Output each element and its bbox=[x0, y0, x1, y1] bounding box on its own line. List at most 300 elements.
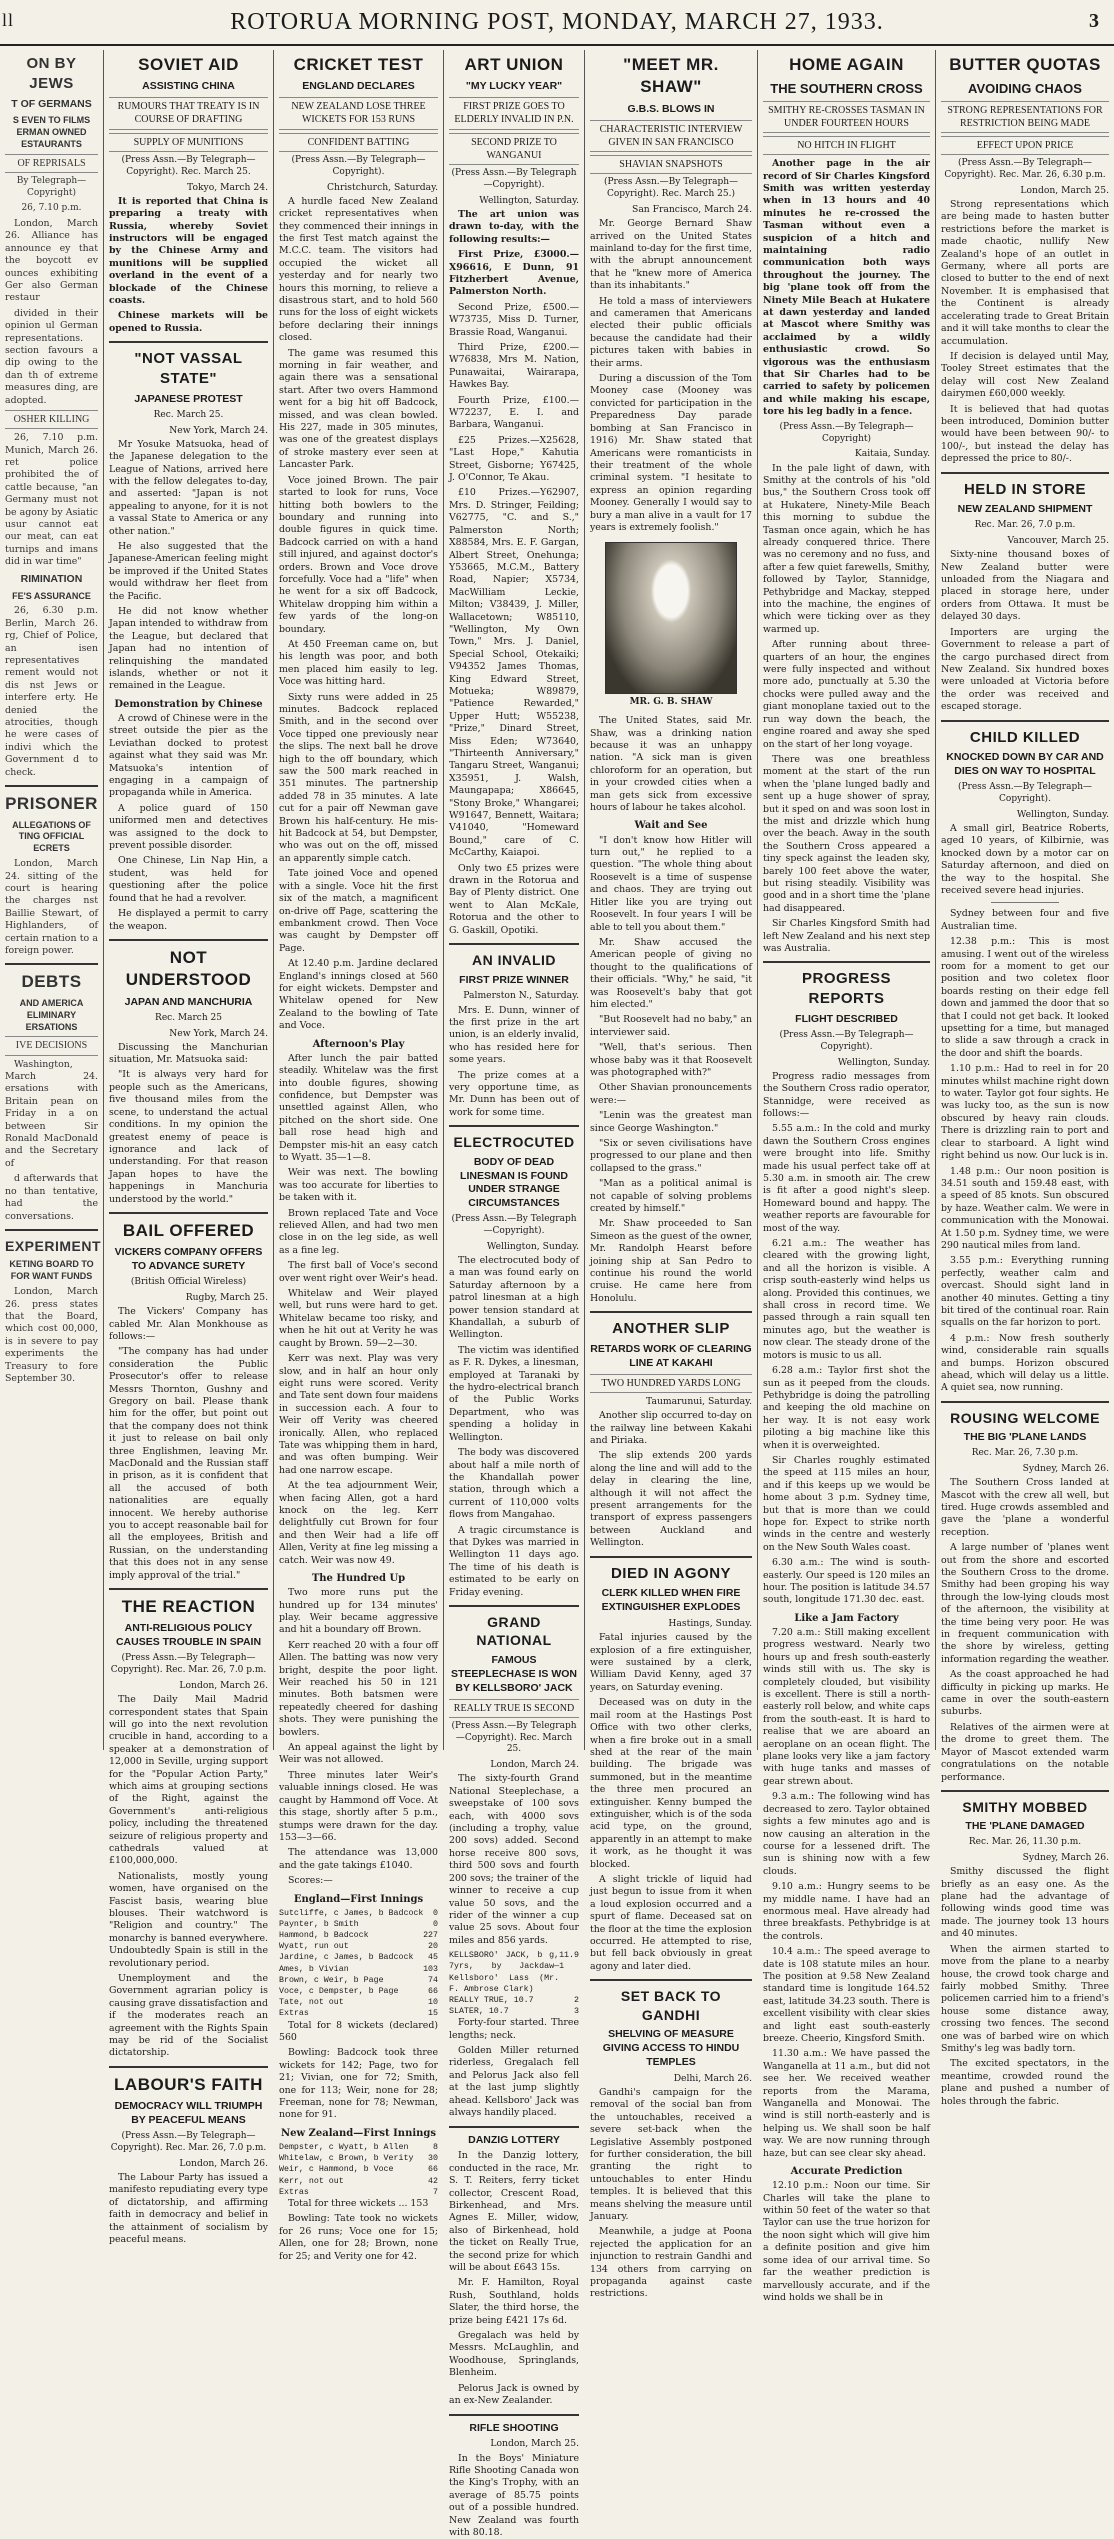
paragraph: 26, 6.30 p.m. Berlin, March 26. rg, Chief of Police, an isen representatives rement would not dis nst Jews or interfere erty. He denied the atrocities, though he were cases of indivi which the Government d to check. bbox=[5, 605, 98, 779]
paragraph: "The company has had under consideration the Public Prosecutor's offer to release Messrs Thornton, Gushny and Gregory on bail. Please thank him for the offer, but point out that the company does not think it just to release on bail only three Englishmen, leaving Mr. MacDonald and the Russian staff in prison, as it is confident that all the accused of both nationalities are equally innocent. We hereby authorise you to accept reasonable bail for all the employees, British and Russian, on the understanding that this does not in any sense imply approval of the trial." bbox=[109, 1346, 268, 1582]
subheadline: RIFLE SHOOTING bbox=[449, 2422, 579, 2436]
headline: BAIL OFFERED bbox=[109, 1220, 268, 1242]
headline: ROUSING WELCOME bbox=[941, 1409, 1109, 1427]
paragraph: The electrocuted body of a man was found early on Saturday afternoon by a patrol linesman at a high power tension standard at Khandallah, a suburb of Wellington. bbox=[449, 1255, 579, 1342]
paragraph: 5.55 a.m.: In the cold and murky dawn the Southern Cross engines were brought into life. Smithy made his usual perfect take off at 5.30 a.m. in smooth air. The crew is fit after a good night's sleep. Homeward bound and happy. The weather reports are favourable for most of the way. bbox=[763, 1123, 930, 1235]
score-name: Voce, c Dempster, b Page bbox=[279, 1986, 399, 1997]
score-row bbox=[279, 2153, 438, 2164]
divider bbox=[449, 1125, 579, 1127]
credit: (Press Assn.—By Telegraph—Copyright). bbox=[449, 168, 579, 192]
credit: Rec. March 25 bbox=[109, 1013, 268, 1025]
score-name: Whitelaw, c Brown, b Verity bbox=[279, 2153, 413, 2164]
dateline-place: Sydney, March 26. bbox=[941, 1463, 1109, 1475]
paragraph: After lunch the pair batted steadily. Whitelaw was the first into double figures, showing confidence, but Dempster was unsettled against Allen, who pitched on the short side. One ball rose head high and Dempster mis-hit an easy catch to Wyatt. 35—1—8. bbox=[279, 1053, 438, 1165]
paragraph: The attendance was 13,000 and the gate takings £1040. bbox=[279, 1847, 438, 1872]
deck: ALLEGATIONS OF TING OFFICIAL ECRETS bbox=[5, 820, 98, 856]
score-runs: 103 bbox=[423, 1964, 438, 1975]
paragraph: At the tea adjournment Weir, when facing Allen, got a hard knock on the leg. Kerr delightfully cut Brown for four and then Weir had a life off Allen, Verity at fine leg missing a catch. Weir was now 49. bbox=[279, 1480, 438, 1567]
paragraph: 1.48 p.m.: Our noon position is 34.51 south and 159.48 east, with a speed of 85 knots. Sun obscured by haze. Weather calm. We were in communication with the Monowai. At 1.50 p.m. Sydney time, we were 290 nautical miles from land. bbox=[941, 1166, 1109, 1253]
credit: (Press Assn.—By Telegraph—Copyright). Rec. March 25. bbox=[449, 1721, 579, 1757]
headline: SOVIET AID bbox=[109, 54, 268, 76]
paragraph: The excited spectators, in the meantime, crowded round the plane and pushed a number of holes through the fabric. bbox=[941, 2058, 1109, 2108]
paragraph: Voce joined Brown. The pair started to look for runs, Voce hitting both bowlers to the boundary and running into double figures in quick time. Badcock carried on with a hand still injured, and against doctor's orders. Brown and Voce drove forcefully. Voce had a "life" when he went for a six off Badcock, Whitelaw dropping him within a few yards of the long-on boundary. bbox=[279, 475, 438, 636]
headline: AN INVALID bbox=[449, 951, 579, 969]
deck: EFFECT UPON PRICE bbox=[941, 136, 1109, 155]
subheadline: VICKERS COMPANY OFFERS TO ADVANCE SURETY bbox=[109, 1246, 268, 1274]
paragraph: Discussing the Manchurian situation, Mr. Matsuoka said: bbox=[109, 1042, 268, 1067]
paragraph: London, March 26. Alliance has announce ey that the boycott ev ounces exhibiting Ger also German restaur bbox=[5, 218, 98, 305]
subheadline: ANTI-RELIGIOUS POLICY CAUSES TROUBLE IN SPAIN bbox=[109, 1622, 268, 1650]
paragraph: 11.30 a.m.: We have passed the Wanganella at 11 a.m., but did not see her. We received weather reports from the Marama, Wanganella and Monowai. The wind is still north-easterly and is helping us. We shall soon be half way. We are now running through haze, but can see clear sky ahead. bbox=[763, 2048, 930, 2160]
paragraph: Fatal injuries caused by the explosion of a fire extinguisher, were sustained by a clerk, William David Kenny, aged 37 years, on Saturday evening. bbox=[590, 1632, 752, 1694]
dateline-place: Hastings, Sunday. bbox=[590, 1618, 752, 1630]
column-3 bbox=[444, 50, 585, 1750]
score-runs: 66 bbox=[428, 1986, 438, 1997]
score-row bbox=[449, 1995, 579, 2006]
scorecard-total: Total for three wickets ... 153 bbox=[279, 2198, 438, 2210]
headline: HELD IN STORE bbox=[941, 480, 1109, 500]
deck: OSHER KILLING bbox=[5, 410, 98, 429]
paragraph: He did not know whether Japan intended to withdraw from the League, but declared that Japan had no intention of relinquishing the mandated islands, whether or not it remained in the League. bbox=[109, 606, 268, 693]
divider bbox=[941, 472, 1109, 474]
paragraph: At 450 Freeman came on, but his length was poor, and both men placed him easily to leg. Voce was hitting hard. bbox=[279, 639, 438, 689]
score-runs: 0 bbox=[433, 1919, 438, 1930]
deck: TWO HUNDRED YARDS LONG bbox=[590, 1374, 752, 1393]
paragraph: Sir Charles Kingsford Smith had left New Zealand and his next step was Australia. bbox=[763, 918, 930, 955]
paragraph: "It is always very hard for people such as the Americans, five thousand miles from the scene, to understand the actual conditions. In my opinion the greatest enemy of peace is ignorance and lack of understanding. For that reason Japan hopes to have the happenings in Manchuria understood by the world." bbox=[109, 1069, 268, 1205]
paragraph: Kerr was next. Play was very slow, and in half an hour only eight runs were scored. Verity and Tate sent down four maidens in succession each. A four to Weir off Verity was cheered ironically. Allen, who replaced Tate was whipping them in hard, and was often bumping. Weir had one narrow escape. bbox=[279, 1353, 438, 1477]
deck: RUMOURS THAT TREATY IS IN COURSE OF DRAFTING bbox=[109, 97, 268, 129]
score-name: Wyatt, run out bbox=[279, 1941, 349, 1952]
deck: CHARACTERISTIC INTERVIEW GIVEN IN SAN FRANCISCO bbox=[590, 120, 752, 152]
divider bbox=[590, 1979, 752, 1981]
paragraph: Meanwhile, a judge at Poona rejected the application for an injunction to restrain Gandhi and 134 others from carrying on propaganda against caste restrictions. bbox=[590, 2226, 752, 2300]
paragraph: After running about three-quarters of an hour, the engines were fully inspected and without more ado, punctually at 5.30 the chocks were pulled away and the giant monoplane taxied out to the run way down the beach, the engine roared and away she sped on the start of her long voyage. bbox=[763, 639, 930, 751]
paragraph: In the pale light of dawn, with Smithy at the controls of his "old bus," the Southern Cross took off at Hukatere, Ninety-Mile Beach this morning to subdue the Tasman once again, which he has already conquered thrice. There was no ceremony and no fuss, and after a few quiet farewells, Smithy, followed by Taylor, Stannidge, Pethybridge and Mackay, stepped into the machine, the engines of which were ticking over as they warmed up. bbox=[763, 463, 930, 637]
score-name: Paynter, b Smith bbox=[279, 1919, 359, 1930]
scorecard-bowling: Bowling: Tate took no wickets for 26 runs; Voce one for 15; Allen, one for 28; Brown, none for 25; and Verity one for 42. bbox=[279, 2213, 438, 2263]
dateline-place: Wellington, Sunday. bbox=[941, 809, 1109, 821]
paragraph: "Six or seven civilisations have progressed to our plane and then collapsed to the grass." bbox=[590, 1138, 752, 1175]
subheadline: THE 'PLANE DAMAGED bbox=[941, 1820, 1109, 1834]
column-2 bbox=[274, 50, 444, 1750]
score-row bbox=[279, 2008, 438, 2019]
scorecard-new-zealand bbox=[279, 2142, 438, 2198]
column-0 bbox=[0, 50, 104, 1750]
paragraph: "Man as a political animal is not capable of solving problems created by himself." bbox=[590, 1178, 752, 1215]
credit: (Press Assn.—By Telegraph—Copyright). Rec. March 25. bbox=[109, 155, 268, 179]
credit: 26, 7.10 p.m. bbox=[5, 203, 98, 215]
divider bbox=[941, 1401, 1109, 1403]
divider bbox=[590, 1556, 752, 1558]
paragraph: Washington, March 24. ersations with Britain pean on Friday in a on between Sir Ronald MacDonald and the Secretary of bbox=[5, 1059, 98, 1171]
paragraph: It is believed that had quotas been introduced, Dominion butter would have been between 90/- to 100/-, but instead the delay has depressed the price to 80/-. bbox=[941, 404, 1109, 466]
section-subhead: Afternoon's Play bbox=[279, 1038, 438, 1051]
paragraph: 6.30 a.m.: The wind is south-easterly. Our speed is 120 miles an hour. The position is latitude 34.57 south, longitude 171.30 dec. east. bbox=[763, 1557, 930, 1607]
scores-label: Scores:— bbox=[279, 1875, 438, 1887]
paragraph: Importers are urging the Government to release a part of the cargo purchased direct from New Zealand. Six hundred boxes were unloaded at Victoria before the order was received and escaped storage. bbox=[941, 627, 1109, 714]
score-row bbox=[279, 2142, 438, 2153]
score-runs: 15 bbox=[428, 2008, 438, 2019]
paragraph: Weir was next. The bowling was too accurate for liberties to be taken with it. bbox=[279, 1167, 438, 1204]
paragraph: One Chinese, Lin Nap Hin, a student, was held for questioning after the police found that he had a revolver. bbox=[109, 855, 268, 905]
paragraph: 12.10 p.m.: Noon our time. Sir Charles will take the plane to within 50 feet of the water so that Taylor can use the true horizon for the noon sight which will give him a definite position and give him some idea of our arrival time. So far the weather prediction is marvellously accurate, and if the wind holds we shall be in bbox=[763, 2180, 930, 2304]
paragraph: "Well, that's serious. Then whose baby was it that Roosevelt was photographed with?" bbox=[590, 1042, 752, 1079]
paragraph: The Daily Mail Madrid correspondent states that Spain will go into the next revolution crucible in hand, according to a speaker at a demonstration of 12,000 in Seville, urging support for the "Popular Action Party," which aims at grouping sections of the Right, against the Government's anti-religious policy, including the threatened seizure of religious property and cathedrals valued at £100,000,000. bbox=[109, 1694, 268, 1868]
score-name: Extras bbox=[279, 2187, 309, 2198]
headline: THE REACTION bbox=[109, 1596, 268, 1618]
page-number: 3 bbox=[1089, 10, 1100, 33]
photo-caption: MR. G. B. SHAW bbox=[590, 697, 752, 709]
paragraph: 9.10 a.m.: Hungry seems to be my middle name. I have had an enormous meal. Have already had three breakfasts. Pethybridge is at the controls. bbox=[763, 1881, 930, 1943]
dateline-place: London, March 25. bbox=[449, 2438, 579, 2450]
newspaper-title: ROTORUA MORNING POST, MONDAY, MARCH 27, 1933. bbox=[230, 9, 884, 36]
score-name: Sutcliffe, c James, b Badcock bbox=[279, 1908, 423, 1919]
paragraph: Mr. Shaw proceeded to San Simeon as the guest of the owner, Mr. Randolph Hearst before joining ship at San Pedro to continue his round the world cruise. He came here from Honolulu. bbox=[590, 1218, 752, 1305]
score-name: Hammond, b Badcock bbox=[279, 1930, 369, 1941]
paragraph: Gregalach was held by Messrs. McLaughlin, and Woodhouse, Springlands, Blenheim. bbox=[449, 2330, 579, 2380]
score-row bbox=[279, 1964, 438, 1975]
headline: PRISONER bbox=[5, 793, 98, 815]
subheadline: DEMOCRACY WILL TRIUMPH BY PEACEFUL MEANS bbox=[109, 2100, 268, 2128]
divider bbox=[941, 1790, 1109, 1792]
paragraph: Whitelaw and Weir played well, but runs were hard to get. Whitelaw became too risky, and when he hit out at Verity he was caught by Brown. 59—2—30. bbox=[279, 1288, 438, 1350]
credit: (Press Assn.—By Telegraph—Copyright). bbox=[941, 782, 1109, 806]
paragraph: Kerr reached 20 with a four off Allen. The batting was now very bright, despite the poor light. Weir reached his 50 in 121 minutes. Both batsmen were repeatedly cheered for dashing shots. They were punishing the bowlers. bbox=[279, 1640, 438, 1739]
paragraph: Mr. F. Hamilton, Royal Rush, Southland, holds Slater, the third horse, the prize being £421 17s 6d. bbox=[449, 2277, 579, 2327]
headline: HOME AGAIN bbox=[763, 54, 930, 76]
paragraph: When the airmen started to move from the plane to a nearby house, the crowd took charge and fairly mobbed Smithy. Three policemen carried him to a friend's house some distance away, crossing two fences. The second one was of barbed wire on which Smithy's leg was badly torn. bbox=[941, 1944, 1109, 2056]
paragraph: In the Boys' Miniature Rifle Shooting Canada won the King's Trophy, with an average of 85.75 points out of a possible hundred. New Zealand was fourth with 80.18. bbox=[449, 2453, 579, 2539]
subheadline: RIMINATION bbox=[5, 573, 98, 587]
paragraph: Three minutes later Weir's valuable innings closed. He was caught by Hammond off Voce. At this stage, shortly after 5 p.m., stumps were drawn for the day. 153—3—66. bbox=[279, 1770, 438, 1844]
paragraph: The victim was identified as F. R. Dykes, a linesman, employed at Taranaki by the hydro-electrical branch of the Public Works Department, who was spending a holiday in Wellington. bbox=[449, 1345, 579, 1444]
deck: STRONG REPRESENTATIONS FOR RESTRICTION BEING MADE bbox=[941, 101, 1109, 133]
masthead-edge: ll bbox=[2, 10, 14, 31]
paragraph: 9.3 a.m.: The following wind has decreased to zero. Taylor obtained sights a few minutes ago and is now causing an alteration in the course for a lessened drift. The sun is shining now with a few clouds. bbox=[763, 1791, 930, 1878]
subheadline: BODY OF DEAD LINESMAN IS FOUND UNDER STRANGE CIRCUMSTANCES bbox=[449, 1156, 579, 1211]
headline: DEBTS bbox=[5, 971, 98, 993]
divider bbox=[109, 1212, 268, 1214]
score-runs: 10 bbox=[428, 1997, 438, 2008]
paragraph: Progress radio messages from the Southern Cross radio operator, Stannidge, were received as follows:— bbox=[763, 1071, 930, 1121]
paragraph: London, March 24. sitting of the court is hearing the charges nst Baillie Stewart, of Highlanders, of certain rnation to a foreign power. bbox=[5, 858, 98, 957]
section-subhead: Demonstration by Chinese bbox=[109, 698, 268, 711]
divider bbox=[5, 785, 98, 787]
deck: FE'S ASSURANCE bbox=[5, 591, 98, 603]
paragraph: There was one breathless moment at the start of the run when the 'plane lunged badly and sent up a huge shower of spray, but it sped on and was soon lost in the mist and drizzle which hung over the beach. Away in the south the Southern Cross appeared a tiny speck against the leaden sky, barely 100 feet above the water, but rising steadily. Visibility was good and in a short time the 'plane had disappeared. bbox=[763, 754, 930, 915]
divider bbox=[763, 961, 930, 963]
scorecard-heading: England—First Innings bbox=[279, 1893, 438, 1906]
deck: CONFIDENT BATTING bbox=[279, 133, 438, 152]
paragraph: Fourth Prize, £100.—W72237, E. I. and Barbara, Wanganui. bbox=[449, 395, 579, 432]
paragraph: It is reported that China is preparing a treaty with Russia, whereby Soviet instructors will be engaged by the Chinese Army and munitions will be supplied overland in the event of a blockade of the Chinese coasts. bbox=[109, 196, 268, 308]
score-row bbox=[279, 1975, 438, 1986]
divider bbox=[449, 943, 579, 945]
dateline-place: Wellington, Saturday. bbox=[449, 195, 579, 207]
scorecard-heading: New Zealand—First Innings bbox=[279, 2127, 438, 2140]
divider bbox=[5, 1229, 98, 1231]
dateline-place: Christchurch, Saturday. bbox=[279, 182, 438, 194]
paragraph: Only two £5 prizes were drawn in the Rotorua and Bay of Plenty district. One went to Alan McKale, Rotorua and the other to G. Gaskill, Opotiki. bbox=[449, 863, 579, 937]
paragraph: A small girl, Beatrice Roberts, aged 10 years, of Kilbirnie, was knocked down by a motor car on Saturday afternoon, and died on the way to the hospital. She received severe head injuries. bbox=[941, 823, 1109, 897]
paragraph: Relatives of the airmen were at the drome to greet them. The Mayor of Mascot extended warm congratulations on the notable performance. bbox=[941, 1722, 1109, 1784]
score-row bbox=[279, 1941, 438, 1952]
paragraph: The art union was drawn to-day, with the following results:— bbox=[449, 209, 579, 246]
score-runs: 11.9 1 bbox=[559, 1950, 579, 1995]
paragraph: £25 Prizes.—X25628, "Last Hope," Kahutia Street, Gisborne; Y67425, J. O'Connor, Te Akau. bbox=[449, 435, 579, 485]
paragraph: "But Roosevelt had no baby," an interviewer said. bbox=[590, 1014, 752, 1039]
score-row bbox=[279, 2176, 438, 2187]
paragraph: A crowd of Chinese were in the street outside the pier as the Leviathan docked to protest against what they said was Mr. Matsuoka's intention of engaging in a campaign of propaganda while in America. bbox=[109, 713, 268, 800]
deck: REALLY TRUE IS SECOND bbox=[449, 1699, 579, 1718]
headline: BUTTER QUOTAS bbox=[941, 54, 1109, 76]
paragraph: Mr Yosuke Matsuoka, head of the Japanese delegation to the League of Nations, arrived here with the fellow delegates to-day, and asserted: "Japan is not appealing to anyone, for it is not a vassal State to America or any other nation." bbox=[109, 439, 268, 538]
divider bbox=[991, 902, 1058, 903]
score-runs: 3 bbox=[574, 2006, 579, 2017]
dateline-place: Delhi, March 26. bbox=[590, 2073, 752, 2085]
score-row bbox=[279, 2164, 438, 2175]
deck: NO HITCH IN FLIGHT bbox=[763, 136, 930, 155]
column-5 bbox=[758, 50, 936, 1750]
paragraph: A hurdle faced New Zealand cricket representatives when they commenced their innings in the first Test match against the M.C.C. team. The visitors had occupied the wicket all yesterday and for nearly two hours this morning, to relieve a disastrous start, and to hold 560 runs for the loss of eight wickets before declaring their innings closed. bbox=[279, 196, 438, 345]
paragraph: He also suggested that the Japanese-American feeling might be improved if the United States would withdraw her fleet from the Pacific. bbox=[109, 541, 268, 603]
paragraph: A large number of 'planes went out from the shore and escorted the Southern Cross to the drome. Smithy had been groping his way through the low-lying clouds most of the afternoon, the visibility at the time being very poor. He was in frequent communication with the shore by wireless, getting information regarding the weather. bbox=[941, 1542, 1109, 1666]
headline: ON BY JEWS bbox=[5, 54, 98, 94]
divider bbox=[449, 2126, 579, 2128]
headline: CHILD KILLED bbox=[941, 728, 1109, 748]
subheadline: G.B.S. BLOWS IN bbox=[590, 103, 752, 117]
paragraph: The Southern Cross landed at Mascot with the crew all well, but tired. Huge crowds assembled and gave the 'plane a wonderful reception. bbox=[941, 1477, 1109, 1539]
paragraph: Sydney between four and five Australian time. bbox=[941, 908, 1109, 933]
headline: SET BACK TO GANDHI bbox=[590, 1987, 752, 2024]
headline: PROGRESS REPORTS bbox=[763, 969, 930, 1009]
paragraph: 6.21 a.m.: The weather has cleared with the growing light, and all the horizon is visible. A crisp south-easterly wind helps us along. Provided this continues, we shall cross in record time. We passed through a rain squall ten minutes ago, but the weather is now clear. The steady drone of the motors is music to us all. bbox=[763, 1238, 930, 1362]
paragraph: Two more runs put the hundred up for 134 minutes' play. Weir became aggressive and hit a boundary off Brown. bbox=[279, 1587, 438, 1637]
dateline-place: Wellington, Sunday. bbox=[763, 1057, 930, 1069]
paragraph: "Lenin was the greatest man since George Washington." bbox=[590, 1110, 752, 1135]
paragraph: Brown replaced Tate and Voce relieved Allen, and had two men close in on the leg side, as well as a fine leg. bbox=[279, 1208, 438, 1258]
dateline-place: London, March 26. bbox=[109, 1680, 268, 1692]
credit: (Press Assn.—By Telegraph—Copyright) bbox=[763, 422, 930, 446]
paragraph: The prize comes at a very opportune time, as Mr. Dunn has been out of work for some time. bbox=[449, 1070, 579, 1120]
paragraph: An appeal against the light by Weir was not allowed. bbox=[279, 1742, 438, 1767]
column-6 bbox=[936, 50, 1114, 1750]
column-4 bbox=[585, 50, 758, 1750]
headline: NOT UNDERSTOOD bbox=[109, 947, 268, 992]
paragraph: 12.38 p.m.: This is most amusing. I went out of the wireless room for a moment to get our position and two coletex floor boards resting on their edge fell down and jammed the door that so that I could not get back. It looked upsetting for a time, but managed to slide a saw through a crack in the door and shift the boards. bbox=[941, 936, 1109, 1060]
subheadline: AVOIDING CHAOS bbox=[941, 80, 1109, 97]
paragraph: The Vickers' Company has cabled Mr. Alan Monkhouse as follows:— bbox=[109, 1306, 268, 1343]
subheadline: DANZIG LOTTERY bbox=[449, 2134, 579, 2148]
divider bbox=[109, 341, 268, 343]
paragraph: Smithy discussed the flight briefly as an easy one. As the plane had the advantage of following winds good time was made. The journey took 13 hours and 40 minutes. bbox=[941, 1866, 1109, 1940]
score-name: Jardine, c James, b Badcock bbox=[279, 1952, 413, 1963]
section-subhead: The Hundred Up bbox=[279, 1572, 438, 1585]
paragraph: Mr. Shaw accused the American people of giving no thought to the qualifications of their officials. "Why," he said, "it was Roosevelt's baby that got him elected." bbox=[590, 937, 752, 1011]
score-runs: 0 bbox=[433, 1908, 438, 1919]
paragraph: Unemployment and the Government agrarian policy is causing grave dissatisfaction and if the moderates reach an agreement with the Rights Spain may be rid of the Socialist dictatorship. bbox=[109, 1973, 268, 2060]
subheadline: ENGLAND DECLARES bbox=[279, 80, 438, 94]
score-row bbox=[279, 1952, 438, 1963]
section-subhead: Like a Jam Factory bbox=[763, 1612, 930, 1625]
paragraph: He displayed a permit to carry the weapon. bbox=[109, 908, 268, 933]
credit: (Press Assn.—By Telegraph—Copyright). Rec. March 25.) bbox=[590, 177, 752, 201]
score-row bbox=[279, 1997, 438, 2008]
subheadline: "MY LUCKY YEAR" bbox=[449, 80, 579, 94]
score-name: Tate, not out bbox=[279, 1997, 344, 2008]
paragraph: Chinese markets will be opened to Russia. bbox=[109, 310, 268, 335]
paragraph: 6.28 a.m.: Taylor first shot the sun as it peeped from the clouds. Pethybridge is doing the patrolling and keeping the old machine on her way. It is not easy work piloting a big machine like this when it is overweighted. bbox=[763, 1365, 930, 1452]
subheadline: SHELVING OF MEASURE GIVING ACCESS TO HINDU TEMPLES bbox=[590, 2028, 752, 2070]
paragraph: d afterwards that no than tentative, had the conversations. bbox=[5, 1173, 98, 1223]
headline: DIED IN AGONY bbox=[590, 1564, 752, 1584]
headline: ANOTHER SLIP bbox=[590, 1319, 752, 1339]
score-runs: 42 bbox=[428, 2176, 438, 2187]
subheadline: RETARDS WORK OF CLEARING LINE AT KAKAHI bbox=[590, 1343, 752, 1371]
paragraph: Forty-four started. Three lengths; neck. bbox=[449, 2017, 579, 2042]
dateline-place: London, March 24. bbox=[449, 1759, 579, 1771]
score-runs: 2 bbox=[574, 1995, 579, 2006]
paragraph: A tragic circumstance is that Dykes was married in Wellington 11 days ago. The time of his death is estimated to be early on Friday evening. bbox=[449, 1525, 579, 1599]
score-name: Extras bbox=[279, 2008, 309, 2019]
divider bbox=[109, 1588, 268, 1590]
dateline-place: Tokyo, March 24. bbox=[109, 182, 268, 194]
paragraph: First Prize, £3000.—X96616, E Dunn, 91 Fitzherbert Avenue, Palmerston North. bbox=[449, 249, 579, 299]
paragraph: Deceased was on duty in the mail room at the Hastings Post Office with two other clerks, when a fire broke out in a small shed at the rear of the main building. The brigade was summoned, but in the meantime the three men procured an extinguisher. Kenny bumped the extinguisher, which is of the soda acid type, on the ground, apparently in an attempt to make it work, as he thought it was blocked. bbox=[590, 1697, 752, 1871]
paragraph: Third Prize, £200.—W76838, Mrs M. Nation, Punawaitai, Wairarapa, Hawkes Bay. bbox=[449, 342, 579, 392]
paragraph: Second Prize, £500.—W73735, Miss D. Turner, Brassie Road, Wanganui. bbox=[449, 302, 579, 339]
divider bbox=[449, 2414, 579, 2416]
paragraph: Gandhi's campaign for the removal of the social ban from the untouchables, received a severe set-back when the Legislative Assembly postponed for further consideration, the bill granting the right to untouchables to enter Hindu temples. It is believed that this means shelving the measure until January. bbox=[590, 2087, 752, 2223]
scorecard-bowling: Bowling: Badcock took three wickets for 142; Page, two for 21; Vivian, one for 72; Smith, one for 113; Weir, none for 28; Freeman, none for 78; Newman, none for 91. bbox=[279, 2047, 438, 2121]
scorecard-total: Total for 8 wickets (declared) 560 bbox=[279, 2020, 438, 2045]
dateline-place: Vancouver, March 25. bbox=[941, 535, 1109, 547]
paragraph: 1.10 p.m.: Had to reel in for 20 minutes whilst machine right down to water. Taylor got four sights. He was lucky too, as the sun is now obscured by heavy rain clouds. There is drizzling rain to port and clear to starboard. A light wind right behind us now. Our luck is in. bbox=[941, 1063, 1109, 1162]
paragraph: "I don't know how Hitler will turn out," he replied to a question. "The whole thing about Roosevelt is a time of suspense and chaos. They are trying out Hitler like you are trying out Roosevelt. In four years I will be able to tell you about them." bbox=[590, 835, 752, 934]
score-name: Ames, b Vivian bbox=[279, 1964, 349, 1975]
paragraph: In the Danzig lottery, conducted in the race, Mr. S. T. Reiters, ferry ticket collector, Crescent Road, Birkenhead, and Mrs. Agnes E. Miller, widow, also of Birkenhead, hold the ticket on Really True, the second prize for which will be about £643 15s. bbox=[449, 2150, 579, 2274]
portrait-photo bbox=[605, 542, 737, 694]
score-name: Brown, c Weir, b Page bbox=[279, 1975, 384, 1986]
score-name: Dempster, c Wyatt, b Allen bbox=[279, 2142, 408, 2153]
paragraph: £10 Prizes.—Y62907, Mrs. D. Stringer, Feilding; V62775, "C. and S.," Palmerston North; X88584, Mrs. E. F. Gargan, Albert Street, Onehunga; Y53665, M.C.M., Battery Road, Napier; X5734, MacWilliam Leckie, Milton; V38439, J. Miller, Wallacetown; W85110, "Wellington, My Own Town," Mrs. J. Daniel, Special School, Otekaiki; V94352 James Thomas, King Edward Street, Motueka; W89879, "Patience Rewarded," Upper Hutt; W55238, "Prize," Dinard Street, Miss Eden; W73640, "Thirteenth Anniversary," Tangaru Street, Wanganui; X35951, J. Walsh, Maungapapa; X86645, "Stony Broke," Whangarei; W91647, Bennett, Waitara; V41040, "Homeward Bound," care of C. McCarthy, Kaiapoi. bbox=[449, 487, 579, 859]
paragraph: 26, 7.10 p.m. Munich, March 26. ret police prohibited the of cattle because, "an Germany must not be agony by Asiatic usur cannot eat our meat, can eat turnips and imans did in war time" bbox=[5, 432, 98, 568]
score-name: REALLY TRUE, 10.7 bbox=[449, 1995, 534, 2006]
subheadline: CLERK KILLED WHEN FIRE EXTINGUISHER EXPLODES bbox=[590, 1587, 752, 1615]
score-runs: 74 bbox=[428, 1975, 438, 1986]
score-name: SLATER, 10.7 bbox=[449, 2006, 509, 2017]
paragraph: The first ball of Voce's second over went right over Weir's head. bbox=[279, 1260, 438, 1285]
dateline-place: Sydney, March 26. bbox=[941, 1852, 1109, 1864]
paragraph: A police guard of 150 uniformed men and detectives was assigned to the dock to prevent possible disorder. bbox=[109, 803, 268, 853]
dateline-place: Palmerston N., Saturday. bbox=[449, 990, 579, 1002]
paragraph: He told a mass of interviewers and cameramen that Americans elected their public officials because the candidate had their pictures taken with babies in their arms. bbox=[590, 296, 752, 370]
dateline-place: Taumarunui, Saturday. bbox=[590, 1396, 752, 1408]
dateline-place: London, March 25. bbox=[941, 185, 1109, 197]
headline: ART UNION bbox=[449, 54, 579, 76]
credit: (Press Assn.—By Telegraph—Copyright). bbox=[763, 1030, 930, 1054]
dateline-place: San Francisco, March 24. bbox=[590, 204, 752, 216]
paragraph: The sixty-fourth Grand National Steeplechase, a sweepstake of 100 sovs each, with 4000 sovs (including a trophy, value 200 sovs) added. Second horse receive 800 sovs, third 500 sovs and fourth 200 sovs; the trainer of the winner to receive a cup value 50 sovs, and the rider of the winner a cup value 25 sovs. About four miles and 856 yards. bbox=[449, 1773, 579, 1947]
subheadline: JAPAN AND MANCHURIA bbox=[109, 996, 268, 1010]
subheadline: FLIGHT DESCRIBED bbox=[763, 1013, 930, 1027]
deck: NEW ZEALAND LOSE THREE WICKETS FOR 153 RUNS bbox=[279, 97, 438, 129]
paragraph: Another slip occurred to-day on the railway line between Kakahi and Piriaka. bbox=[590, 1410, 752, 1447]
score-runs: 45 bbox=[428, 1952, 438, 1963]
subheadline: JAPANESE PROTEST bbox=[109, 393, 268, 407]
headline: "NOT VASSAL STATE" bbox=[109, 349, 268, 389]
paragraph: Sixty runs were added in 25 minutes. Badcock replaced Smith, and in the second over Voce tipped one previously near the slips. The next ball he drove high to the off boundary, which saw the 500 mark reached in 351 minutes. The partnership added 78 in 35 minutes. A late cut for a pair off Newman gave Brown his half-century. He mis-hit Badcock at 54, but Dempster, who was out on the off, missed an apparently simple catch. bbox=[279, 692, 438, 866]
paragraph: divided in their opinion ul German representations. section favours a dip owing to the dan th of extreme measures ding, are adopted. bbox=[5, 308, 98, 407]
subheadline: THE SOUTHERN CROSS bbox=[763, 80, 930, 97]
deck: SHAVIAN SNAPSHOTS bbox=[590, 155, 752, 174]
headline: EXPERIMENT bbox=[5, 1237, 98, 1255]
paragraph: If decision is delayed until May, Tooley Street estimates that the delay will cost New Zealand dairymen £60,000 weekly. bbox=[941, 351, 1109, 401]
paragraph: Pelorus Jack is owned by an ex-New Zealander. bbox=[449, 2383, 579, 2408]
paragraph: Mrs. E. Dunn, winner of the first prize in the art union, is an elderly invalid, who has resided here for some years. bbox=[449, 1005, 579, 1067]
credit: Rec. Mar. 26, 7.30 p.m. bbox=[941, 1448, 1109, 1460]
credit: Rec. Mar. 26, 11.30 p.m. bbox=[941, 1837, 1109, 1849]
divider bbox=[941, 720, 1109, 722]
paragraph: At 12.40 p.m. Jardine declared England's innings closed at 560 for eight wickets. Dempster and Whitelaw opened for New Zealand to the bowling of Tate and Voce. bbox=[279, 958, 438, 1032]
dateline-place: New York, March 24. bbox=[109, 425, 268, 437]
deck: KETING BOARD TO FOR WANT FUNDS bbox=[5, 1259, 98, 1283]
credit: (Press Assn.—By Telegraph—Copyright). Rec. Mar. 26, 7.0 p.m. bbox=[109, 2131, 268, 2155]
paragraph: The Labour Party has issued a manifesto repudiating every type of dictatorship, and affirming faith in democracy and belief in the attainment of socialism by peaceful means. bbox=[109, 2172, 268, 2246]
dateline-place: Kaitaia, Sunday. bbox=[763, 448, 930, 460]
deck: FIRST PRIZE GOES TO ELDERLY INVALID IN P.N. bbox=[449, 97, 579, 129]
section-subhead: Wait and See bbox=[590, 819, 752, 832]
subheadline: THE BIG 'PLANE LANDS bbox=[941, 1431, 1109, 1445]
subheadline: T OF GERMANS bbox=[5, 98, 98, 112]
deck: OF REPRISALS bbox=[5, 154, 98, 173]
score-runs: 227 bbox=[423, 1930, 438, 1941]
score-runs: 20 bbox=[428, 1941, 438, 1952]
score-row bbox=[279, 1930, 438, 1941]
paragraph: London, March 26. press states that the Board, which cost 00,000, is in severe to pay experiments the Treasury to fore September 30. bbox=[5, 1286, 98, 1385]
deck: SMITHY RE-CROSSES TASMAN IN UNDER FOURTEEN HOURS bbox=[763, 101, 930, 133]
race-results bbox=[449, 1950, 579, 2017]
credit: (Press Assn.—By Telegraph—Copyright). Rec. Mar. 26, 6.30 p.m. bbox=[941, 158, 1109, 182]
score-runs: 30 bbox=[428, 2153, 438, 2164]
score-row bbox=[279, 2187, 438, 2198]
credit: (Press Assn.—By Telegraph—Copyright). bbox=[449, 1214, 579, 1238]
credit: (Press Assn.—By Telegraph—Copyright). Rec. Mar. 26, 7.0 p.m. bbox=[109, 1653, 268, 1677]
score-row bbox=[279, 1908, 438, 1919]
credit: By Telegraph—Copyright) bbox=[5, 176, 98, 200]
divider bbox=[109, 939, 268, 941]
paragraph: 10.4 a.m.: The speed average to date is 108 statute miles an hour. The position at 9.58 New Zealand standard time is longitude 164.52 east, latitude 34.23 south. There is excellent visibility with clear skies and light east south-easterly breeze. Cheerio, Kingsford Smith. bbox=[763, 1946, 930, 2045]
paragraph: Mr. George Bernard Shaw arrived on the United States mainland to-day for the first time, with the abrupt announcement that he "knew more of America than its inhabitants." bbox=[590, 218, 752, 292]
score-runs: 8 bbox=[433, 2142, 438, 2153]
masthead bbox=[0, 0, 1114, 46]
deck: S EVEN TO FILMS ERMAN OWNED ESTAURANTS bbox=[5, 115, 98, 151]
score-name: Kerr, not out bbox=[279, 2176, 344, 2187]
score-row bbox=[449, 2006, 579, 2017]
dateline-place: Wellington, Sunday. bbox=[449, 1241, 579, 1253]
deck: IVE DECISIONS bbox=[5, 1036, 98, 1055]
deck: SUPPLY OF MUNITIONS bbox=[109, 133, 268, 152]
divider bbox=[5, 963, 98, 965]
headline: "MEET MR. SHAW" bbox=[590, 54, 752, 99]
headline: GRAND NATIONAL bbox=[449, 1613, 579, 1650]
paragraph: 4 p.m.: Now fresh southerly wind, considerable rain squalls and bumps. Horizon obscured ahead, which will delay us a little. A quiet sea, now running. bbox=[941, 1333, 1109, 1395]
paragraph: As the coast approached he had difficulty in picking up marks. He came in over the south-eastern suburbs. bbox=[941, 1669, 1109, 1719]
dateline-place: Rugby, March 25. bbox=[109, 1292, 268, 1304]
paragraph: The game was resumed this morning in fair weather, and again there was a sensational start. After two overs Hammond went for a big hit off Badcock, missed, and was clean bowled. His 227, made in 305 minutes, was one of the greatest displays of stroke mastery ever seen at Lancaster Park. bbox=[279, 348, 438, 472]
headline: ELECTROCUTED bbox=[449, 1133, 579, 1151]
